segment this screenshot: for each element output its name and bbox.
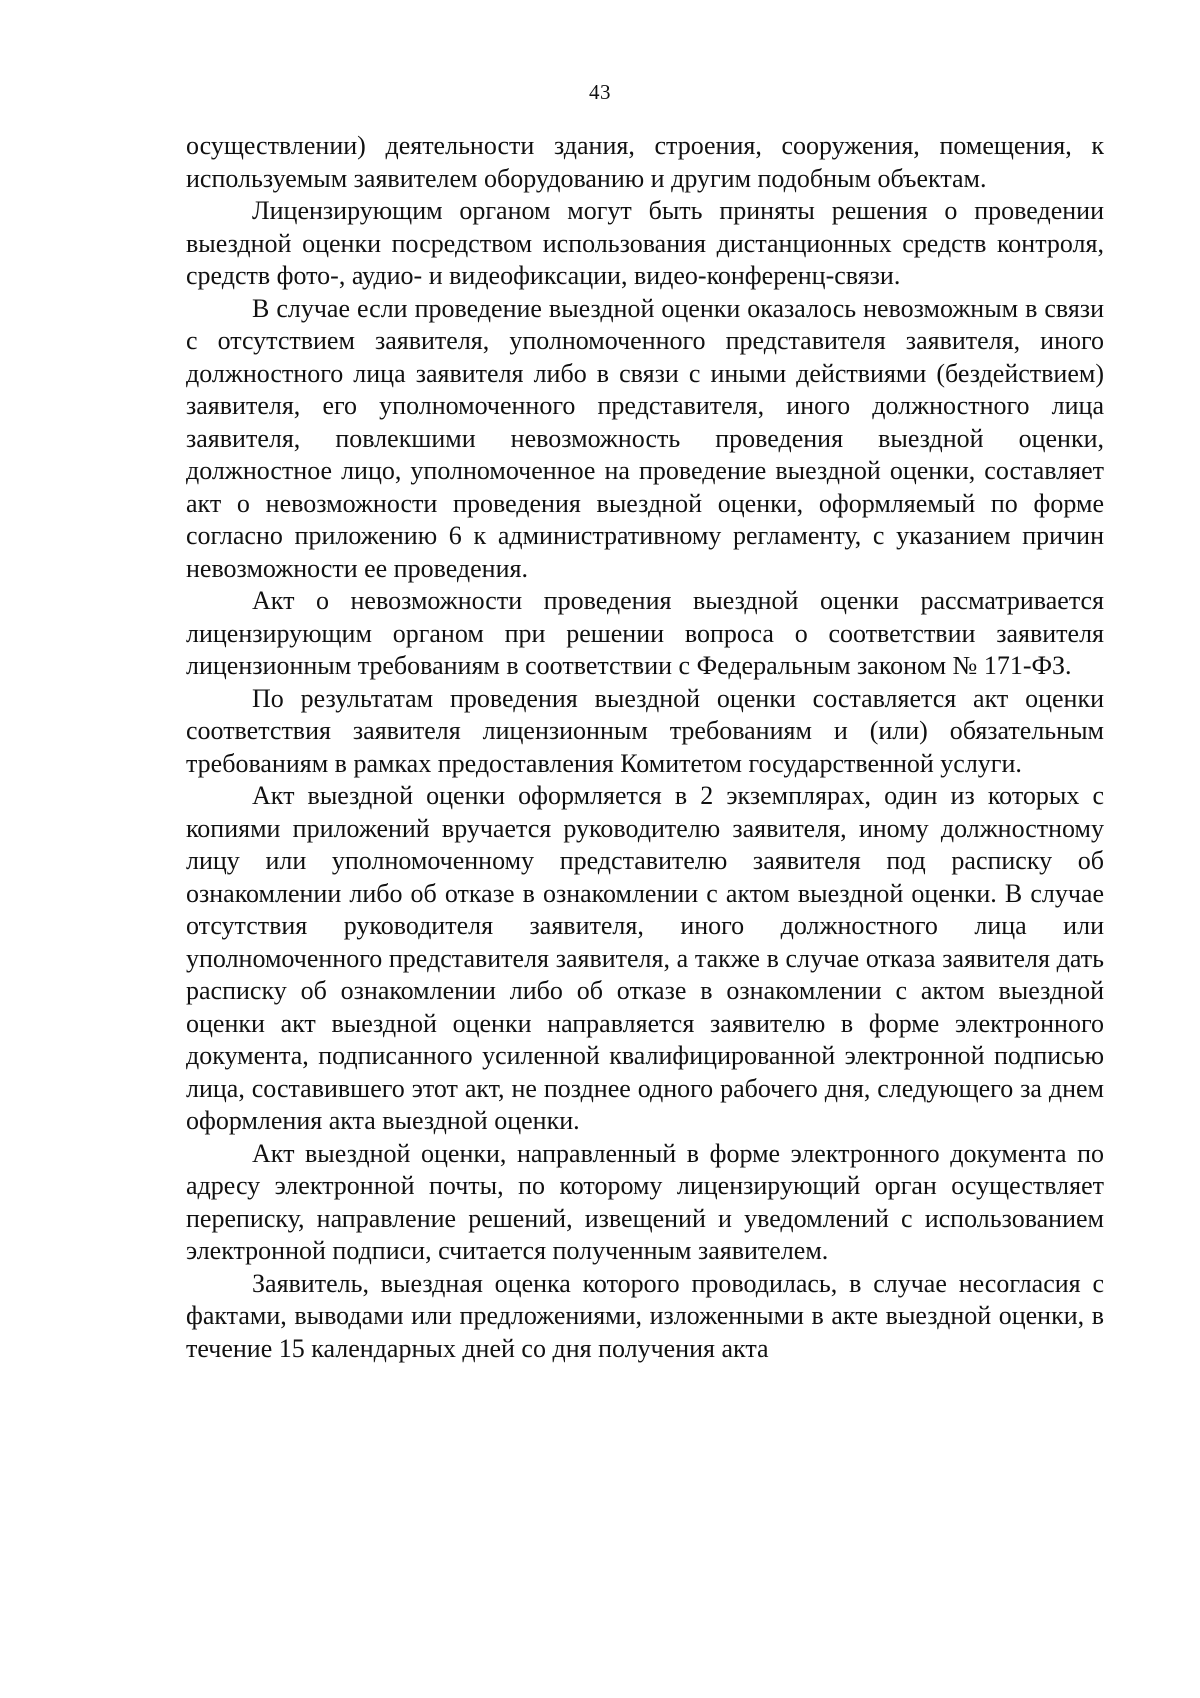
document-body (186, 130, 1104, 1365)
paragraph-applicant-disagreement: Заявитель, выездная оценка которого проводилась, в случае несогласия с фактами, выводами или предложениями, изложенными в акте выездной оценки, в течение 15 календарных дней со дня получения акта (186, 1268, 1104, 1363)
paragraph-impossibility-act: В случае если проведение выездной оценки оказалось невозможным в связи с отсутствием заявителя, уполномоченного представителя заявителя, иного должностного лица заявителя либо в связи с иными действиями (бездействием) заявителя, его уполномоченного представителя, иного должностного лица заявителя, повлекшими невозможность проведения выездной оценки, должностное лицо, уполномоченное на проведение выездной оценки, составляет акт о невозможности проведения выездной оценки, оформляемый по форме согласно приложению 6 к административному регламенту, с указанием причин невозможности ее проведения. (186, 293, 1104, 583)
paragraph-remote-assessment: Лицензирующим органом могут быть приняты решения о проведении выездной оценки посредством использования дистанционных средств контроля, средств фото-, аудио- и видеофиксации, видео-конференц-связи. (186, 196, 1104, 290)
paragraph-act-copies: Акт выездной оценки оформляется в 2 экземплярах, один из которых с копиями приложений вручается руководителю заявителя, иному должностному лицу или уполномоченному представителю заявителя под расписку об ознакомлении либо об отказе в ознакомлении с актом выездной оценки. В случае отсутствия руководителя заявителя, иного должностного лица или уполномоченного представителя заявителя, а также в случае отказа заявителя дать расписку об ознакомлении либо об отказе в ознакомлении с актом выездной оценки акт выездной оценки направляется заявителю в форме электронного документа, подписанного усиленной квалифицированной электронной подписью лица, составившего этот акт, не позднее одного рабочего дня, следующего за днем оформления акта выездной оценки. (186, 781, 1104, 1135)
paragraph-act-consideration: Акт о невозможности проведения выездной оценки рассматривается лицензирующим органом при решении вопроса о соответствии заявителя лицензионным требованиям в соответствии с Федеральным законом № 171-ФЗ. (186, 586, 1104, 680)
paragraph-continuation: осуществлении) деятельности здания, строения, сооружения, помещения, к используемым заявителем оборудованию и другим подобным объектам. (186, 131, 1104, 193)
paragraph-electronic-act: Акт выездной оценки, направленный в форме электронного документа по адресу электронной почты, по которому лицензирующий орган осуществляет переписку, направление решений, извещений и уведомлений с использованием электронной подписи, считается полученным заявителем. (186, 1138, 1104, 1265)
page-number: 43 (589, 80, 611, 104)
paragraph-assessment-results: По результатам проведения выездной оценки составляется акт оценки соответствия заявителя лицензионным требованиям и (или) обязательным требованиям в рамках предоставления Комитетом государственной услуги. (186, 683, 1104, 778)
